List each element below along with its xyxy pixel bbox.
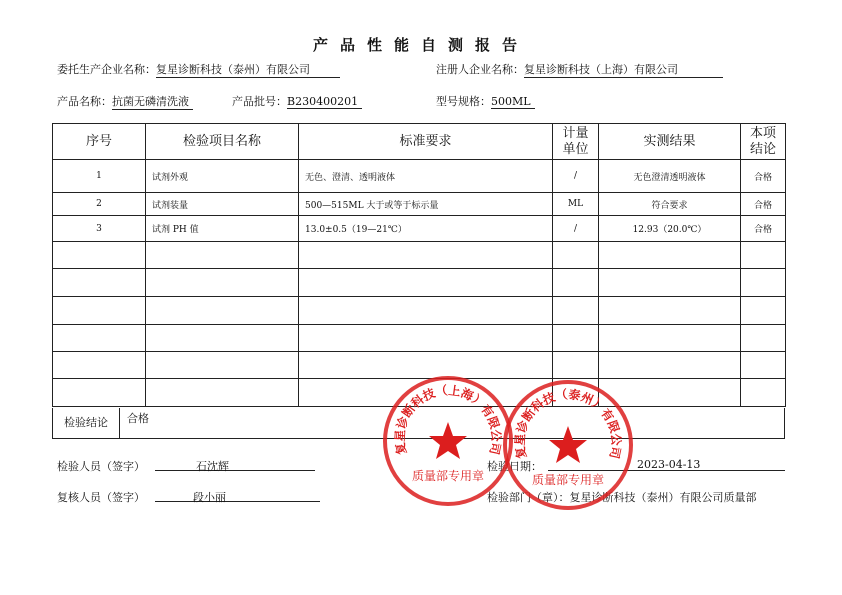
cell-standard: 13.0±0.5（19—21℃） [299, 216, 553, 242]
client-field [57, 61, 340, 78]
cell-standard: 无色、澄清、透明液体 [299, 160, 553, 193]
star-icon [549, 426, 587, 463]
company-seal-shanghai [383, 376, 513, 506]
cell-unit: / [553, 160, 599, 193]
product-value: 抗菌无磷清洗液 [112, 93, 193, 110]
table-empty-row [53, 297, 786, 325]
registrant-value: 复星诊断科技（上海）有限公司 [524, 61, 723, 78]
seal2-bottom-text: 质量部专用章 [531, 473, 605, 487]
cell-result: 12.93（20.0℃） [599, 216, 741, 242]
cell-no: 1 [53, 160, 146, 193]
cell-conclusion: 合格 [741, 160, 786, 193]
table-empty-row [53, 269, 786, 297]
page-title: 产品性能自测报告 [312, 36, 529, 54]
cell-standard: 500—515ML 大于或等于标示量 [299, 193, 553, 216]
cell-unit: / [553, 216, 599, 242]
seal1-arc-text: 复星诊断科技（上海）有限公司 [392, 383, 504, 456]
header-no: 序号 [53, 124, 146, 160]
batch-label: 产品批号： [232, 95, 287, 108]
reviewer-signature: 段小丽 [193, 491, 226, 504]
conclusion-value: 合格 [127, 412, 149, 425]
reviewer-underline [155, 501, 320, 502]
registrant-field [436, 61, 723, 78]
table-empty-row [53, 242, 786, 269]
cell-result: 无色澄清透明液体 [599, 160, 741, 193]
conclusion-label: 检验结论 [53, 408, 120, 438]
seal1-bottom-text: 质量部专用章 [411, 469, 485, 483]
batch-field [232, 93, 362, 109]
cell-unit: ML [553, 193, 599, 216]
client-label: 委托生产企业名称： [57, 63, 156, 76]
table-row [53, 216, 786, 242]
product-field [57, 93, 193, 110]
header-conclusion-line1: 本项 [749, 125, 776, 141]
cell-item: 试剂装量 [146, 193, 299, 216]
inspection-table [52, 123, 786, 407]
cell-no: 3 [53, 216, 146, 242]
star-icon [429, 422, 467, 459]
client-value: 复星诊断科技（泰州）有限公司 [156, 61, 340, 78]
header-conclusion [741, 124, 786, 160]
product-label: 产品名称： [57, 95, 112, 108]
table-row [53, 193, 786, 216]
cell-conclusion: 合格 [741, 193, 786, 216]
header-conclusion-line2: 结论 [749, 141, 776, 157]
registrant-label: 注册人企业名称： [436, 63, 524, 76]
seal-graphic [383, 376, 513, 506]
cell-no: 2 [53, 193, 146, 216]
header-item: 检验项目名称 [146, 124, 299, 160]
table-empty-row [53, 352, 786, 379]
header-result: 实测结果 [599, 124, 741, 160]
reviewer-label: 复核人员（签字） [57, 491, 145, 504]
dept-label: 检验部门（章）： [487, 491, 570, 504]
model-field [436, 93, 535, 109]
cell-item: 试剂外观 [146, 160, 299, 193]
date-label: 检验日期： [487, 460, 542, 473]
inspector-label: 检验人员（签字） [57, 460, 145, 473]
table-empty-row [53, 325, 786, 352]
header-unit [553, 124, 599, 160]
company-seal-taizhou [503, 380, 633, 510]
header-unit-line1: 计量 [562, 125, 589, 141]
inspector-underline [155, 470, 315, 471]
cell-item: 试剂 PH 值 [146, 216, 299, 242]
model-label: 型号规格： [436, 95, 491, 108]
batch-value: B230400201 [287, 95, 362, 109]
dept-value: 复星诊断科技（泰州）有限公司质量部 [569, 491, 757, 504]
seal2-arc-text: 复星诊断科技（泰州）有限公司 [512, 387, 624, 460]
table-row [53, 160, 786, 193]
table-header-row [53, 124, 786, 160]
header-standard: 标准要求 [299, 124, 553, 160]
model-value: 500ML [491, 95, 535, 109]
header-unit-line2: 单位 [562, 141, 589, 157]
seal-graphic [503, 380, 633, 510]
inspector-signature: 石沈辉 [196, 460, 229, 473]
date-value: 2023-04-13 [637, 458, 701, 471]
cell-result: 符合要求 [599, 193, 741, 216]
cell-conclusion: 合格 [741, 216, 786, 242]
